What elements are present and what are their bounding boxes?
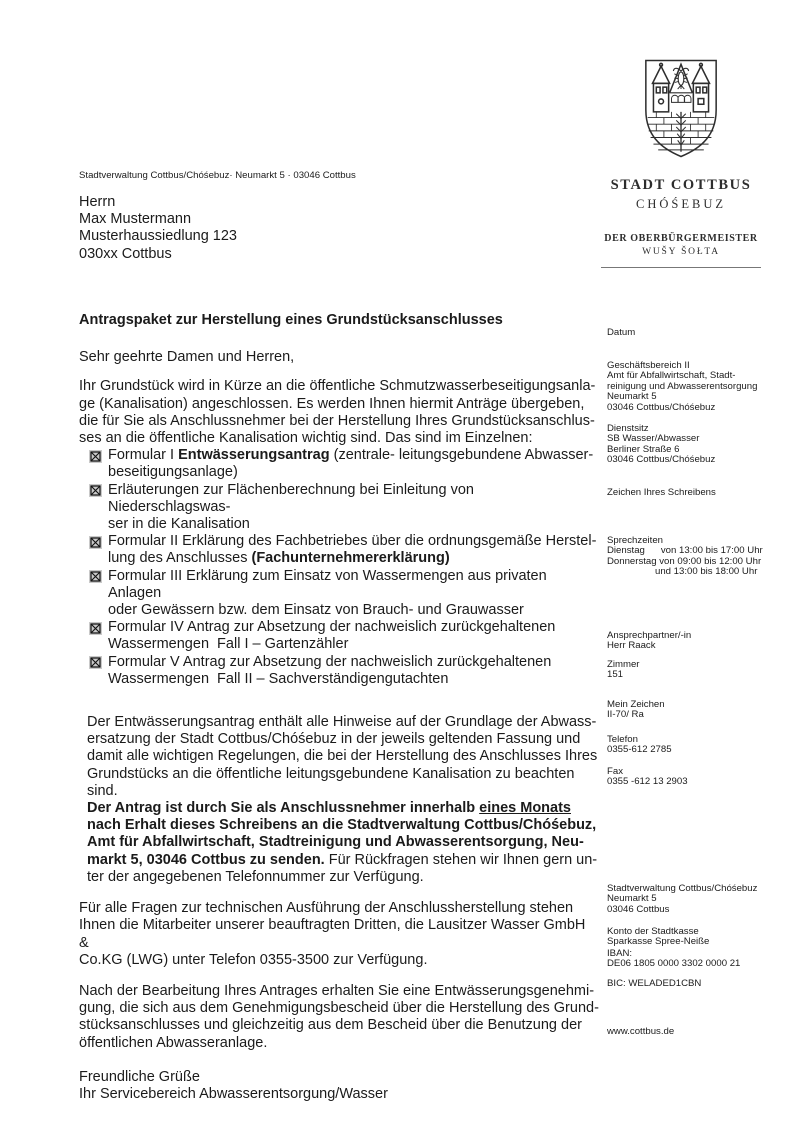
sidebar-department: Geschäftsbereich II Amt für Abfallwirtschaft, Stadt- reinigung und Abwasserentsorgung Neumarkt 5 03046 Cottbus/Chóśebuz bbox=[607, 360, 758, 413]
checklist-item-text: Formular I Entwässerungsantrag (zentrale- leitungsgebundene Abwasser- beseitigungsanlage) bbox=[108, 447, 594, 481]
checkbox-checked-icon[interactable] bbox=[89, 622, 102, 635]
sidebar-iban: IBAN: DE06 1805 0000 3302 0000 21 bbox=[607, 948, 741, 970]
sidebar-service-address: Dienstsitz SB Wasser/Abwasser Berliner Straße 6 03046 Cottbus/Chóśebuz bbox=[607, 423, 716, 466]
sidebar-office-hours: Sprechzeiten Dienstag von 13:00 bis 17:00 Uhr Donnerstag von 09:00 bis 12:00 Uhr und 13:00 bis 18:00 Uhr bbox=[607, 535, 763, 578]
checklist-item-text: Erläuterungen zur Flächenberechnung bei Einleitung von Niederschlagswas- ser in die Kanalisation bbox=[108, 481, 474, 533]
city-logo-block bbox=[601, 58, 761, 268]
sender-line: Stadtverwaltung Cottbus/Chóśebuz· Neumarkt 5 · 03046 Cottbus bbox=[79, 170, 356, 181]
logo-office-title-sorbian: WUŠY ŠOŁTA bbox=[642, 247, 720, 257]
sidebar-contact-person: Ansprechpartner/-in Herr Raack bbox=[607, 630, 692, 652]
checklist-item bbox=[79, 654, 599, 688]
checklist-item bbox=[79, 533, 599, 567]
logo-city-name: STADT COTTBUS bbox=[610, 177, 752, 193]
salutation: Sehr geehrte Damen und Herren, bbox=[79, 349, 295, 366]
sidebar-my-reference: Mein Zeichen II-70/ Ra bbox=[607, 699, 665, 721]
logo-office-title: DER OBERBÜRGERMEISTER bbox=[604, 233, 758, 244]
coat-of-arms-icon bbox=[601, 58, 761, 160]
sidebar-postal-address: Stadtverwaltung Cottbus/Chóśebuz Neumarkt 5 03046 Cottbus bbox=[607, 883, 758, 915]
signature-line: Ihr Servicebereich Abwasserentsorgung/Wasser bbox=[79, 1085, 388, 1102]
enclosure-checklist bbox=[79, 447, 599, 688]
recipient-block bbox=[79, 194, 237, 263]
sidebar-bank-account: Konto der Stadtkasse Sparkasse Spree-Neiße bbox=[607, 926, 710, 948]
checkbox-checked-icon[interactable] bbox=[89, 450, 102, 463]
checkbox-checked-icon[interactable] bbox=[89, 570, 102, 583]
sidebar-phone: Telefon 0355-612 2785 bbox=[607, 734, 672, 756]
intro-paragraph: Ihr Grundstück wird in Kürze an die öffentliche Schmutzwasserbeseitigungsanla- ge (Kanalisation) angeschlossen. Es werden Ihnen hiermit Anträge übergeben, die für Sie als Anschlussnehmer bei der Herstellung Ihres Grundstücksanschlus- ses an die öffentliche Kanalisation wichtig sind. Das sind im Einzelnen: bbox=[79, 378, 596, 447]
checkbox-checked-icon[interactable] bbox=[89, 484, 102, 497]
deadline-emphasis: Der Antrag ist durch Sie als Anschlussnehmer innerhalb eines Monats nach Erhalt dieses Schreibens an die Stadtverwaltung Cottbus/Chóśebuz, Amt für Abfallwirtschaft, Stadtreinigung und Abwasserentsorgung, Neu- markt 5, 03046 Cottbus zu senden. bbox=[87, 800, 597, 868]
subject-line: Antragspaket zur Herstellung eines Grundstücksanschlusses bbox=[79, 312, 503, 328]
logo-city-name-sorbian: CHÓŚEBUZ bbox=[636, 197, 726, 211]
checklist-item-text: Formular V Antrag zur Absetzung der nachweislich zurückgehaltenen Wassermengen Fall II – Sachverständigengutachten bbox=[108, 653, 552, 687]
closing-block bbox=[79, 1069, 599, 1103]
checklist-item bbox=[79, 568, 599, 620]
info-and-deadline-paragraph bbox=[79, 714, 599, 886]
recipient-name: Max Mustermann bbox=[79, 211, 192, 228]
checkbox-checked-icon[interactable] bbox=[89, 536, 102, 549]
sidebar-room: Zimmer 151 bbox=[607, 659, 640, 681]
checklist-item bbox=[79, 619, 599, 653]
recipient-street: Musterhaussiedlung 123 bbox=[79, 228, 237, 245]
sidebar-website: www.cottbus.de bbox=[607, 1026, 675, 1037]
sidebar-bic: BIC: WELADED1CBN bbox=[607, 978, 702, 989]
checklist-item-text: Formular II Erklärung des Fachbetriebes über die ordnungsgemäße Herstel- lung des Anschlusses (Fachunternehmererklärung) bbox=[108, 533, 597, 567]
approval-paragraph: Nach der Bearbeitung Ihres Antrages erhalten Sie eine Entwässerungsgenehmi- gung, die sich aus dem Genehmigungsbescheid über die Herstellung des Grund- stücksanschlusses und gleichzeitig aus dem Bescheid über die Benutzung der öffentlichen Abwasseranlage. bbox=[79, 982, 599, 1051]
deadline-tail: Für Rückfragen stehen wir Ihnen gern un- ter der angegebenen Telefonnummer zur Verfügung. bbox=[87, 851, 598, 885]
checklist-item bbox=[79, 447, 599, 481]
contact-paragraph: Für alle Fragen zur technischen Ausführung der Anschlussherstellung stehen Ihnen die Mitarbeiter unserer beauftragten Dritten, die Lausitzer Wasser GmbH & Co.KG (LWG) unter Telefon 0355-3500 zur Verfügung. bbox=[79, 900, 586, 968]
checklist-item-text: Formular IV Antrag zur Absetzung der nachweislich zurückgehaltenen Wassermengen Fall I – Gartenzähler bbox=[108, 619, 556, 653]
recipient-salutation: Herrn bbox=[79, 194, 116, 210]
sidebar-fax: Fax 0355 -612 13 2903 bbox=[607, 766, 688, 788]
checklist-item-text: Formular III Erklärung zum Einsatz von Wassermengen aus privaten Anlagen oder Gewässern bzw. dem Einsatz von Brauch- und Grauwasser bbox=[108, 567, 547, 619]
checklist-item bbox=[79, 482, 599, 534]
sidebar-your-reference-label: Zeichen Ihres Schreibens bbox=[607, 487, 716, 498]
closing-line: Freundliche Grüße bbox=[79, 1068, 200, 1085]
letter-body bbox=[79, 312, 599, 1103]
deadline-underlined: eines Monats bbox=[479, 800, 571, 817]
info-text: Der Entwässerungsantrag enthält alle Hinweise auf der Grundlage der Abwass- ersatzung der Stadt Cottbus/Chóśebuz in der jeweils geltenden Fassung und damit alle wichtigen Regelungen, die bei der Herstellung des Anschlusses Ihres Grundstücks an die öffentliche leitungsgebundene Kanalisation zu beachten sind. bbox=[87, 714, 598, 799]
checkbox-checked-icon[interactable] bbox=[89, 656, 102, 669]
logo-divider bbox=[601, 267, 761, 268]
recipient-city: 030xx Cottbus bbox=[79, 245, 172, 262]
sidebar-datum-label: Datum bbox=[607, 327, 636, 338]
